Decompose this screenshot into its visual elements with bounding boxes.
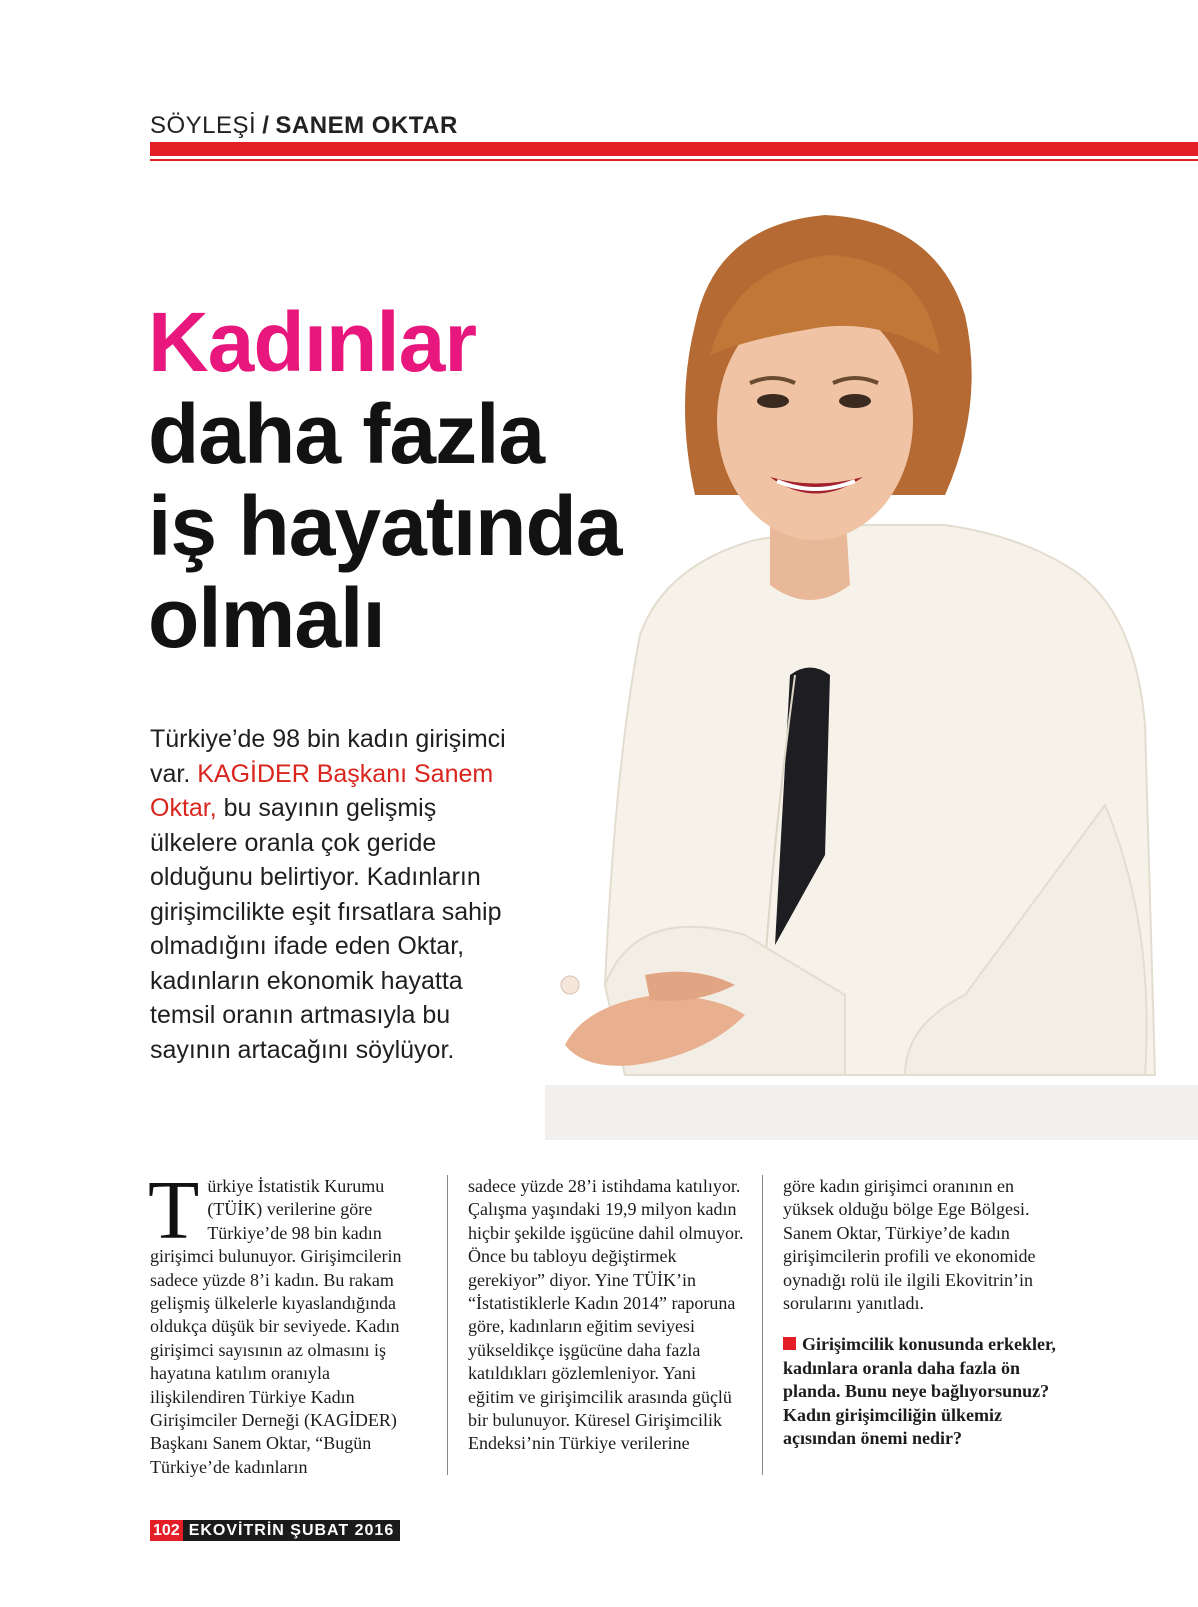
drop-cap: T	[148, 1164, 200, 1257]
page-footer	[150, 1520, 400, 1541]
header-rule	[150, 142, 1198, 156]
headline-line-3: iş hayatında	[148, 479, 622, 573]
lead-part-1: Türkiye’de 98 bin kadın girişimci var.	[150, 725, 506, 788]
headline	[148, 296, 622, 664]
body-column-2: sadece yüzde 28’i istihdama katılıyor. Çalışma yaşındaki 19,9 milyon kadın hiçbir şekilde işgücüne dahil olmuyor. Önce bu tabloyu değiştirmek gerekiyor” diyor. Yine TÜİK’in “İstatistiklerle Kadın 2014” raporuna göre, kadınların eğitim seviyesi yükseldikçe işgücüne daha fazla katıldıkları gözlemleniyor. Yani eğitim ve girişimcilik arasında güçlü bir bulunuyor. Küresel Girişimcilik Endeksi’nin Türkiye verilerine	[468, 1176, 744, 1454]
body-column-1	[148, 1164, 426, 1479]
column-divider	[762, 1175, 763, 1475]
section-slash: /	[262, 112, 270, 139]
header-rule-thin	[150, 159, 1198, 161]
headline-line-4: olmalı	[148, 571, 385, 665]
article-body	[148, 1164, 1070, 1480]
desk-surface	[545, 1085, 1198, 1140]
interview-question-text: Girişimcilik konusunda erkekler, kadınlara oranla daha fazla ön planda. Bunu neye bağlıyorsunuz? Kadın girişimciliğin ülkemiz açısından önemi nedir?	[783, 1334, 1056, 1449]
section-subject: SANEM OKTAR	[275, 112, 458, 139]
lead-part-2: bu sayının gelişmiş ülkelere oranla çok geride olduğunu belirtiyor. Kadınların girişimcilikte eşit fırsatlara sahip olmadığını ifade eden Oktar, kadınların ekonomik hayatta temsil oranın artmasıyla bu sayının artacağını söylüyor.	[150, 794, 502, 1064]
question-bullet-icon	[783, 1337, 796, 1350]
section-kicker: SÖYLEŞİ	[150, 112, 257, 139]
bracelet	[561, 976, 579, 994]
body-column-3	[783, 1175, 1059, 1450]
interview-question	[783, 1333, 1059, 1450]
body-column-3-text: göre kadın girişimci oranının en yüksek olduğu bölge Ege Bölgesi. Sanem Oktar, Türkiye’de kadın girişimcilerin profili ve ekonomide oynadığı rolü ile ilgili Ekovitrin’in sorularını yanıtladı.	[783, 1176, 1036, 1314]
right-eye	[839, 394, 871, 408]
headline-line-2: daha fazla	[148, 387, 545, 481]
publication-name: EKOVİTRİN ŞUBAT 2016	[183, 1520, 401, 1541]
section-header	[150, 112, 458, 140]
portrait-illustration	[545, 205, 1198, 1140]
lead-highlight: KAGİDER Başkanı Sanem Oktar,	[150, 759, 494, 822]
portrait-photo	[545, 205, 1198, 1140]
lead-paragraph	[150, 722, 510, 1067]
body-column-1-text: ürkiye İstatistik Kurumu (TÜİK) verilerine göre Türkiye’de 98 bin kadın girişimci bulunuyor. Girişimcilerin sadece yüzde 8’i kadın. Bu rakam gelişmiş ülkelerle kıyaslandığında oldukça düşük bir seviyede. Kadın girişimci sayısının az olmasını iş hayatına katılım oranıyla ilişkilendiren Türkiye Kadın Girişimciler Derneği (KAGİDER) Başkanı Sanem Oktar, “Bugün Türkiye’de kadınların	[150, 1176, 402, 1477]
page-number: 102	[150, 1520, 183, 1541]
left-eye	[757, 394, 789, 408]
column-divider	[447, 1175, 448, 1475]
headline-line-1: Kadınlar	[148, 295, 477, 389]
